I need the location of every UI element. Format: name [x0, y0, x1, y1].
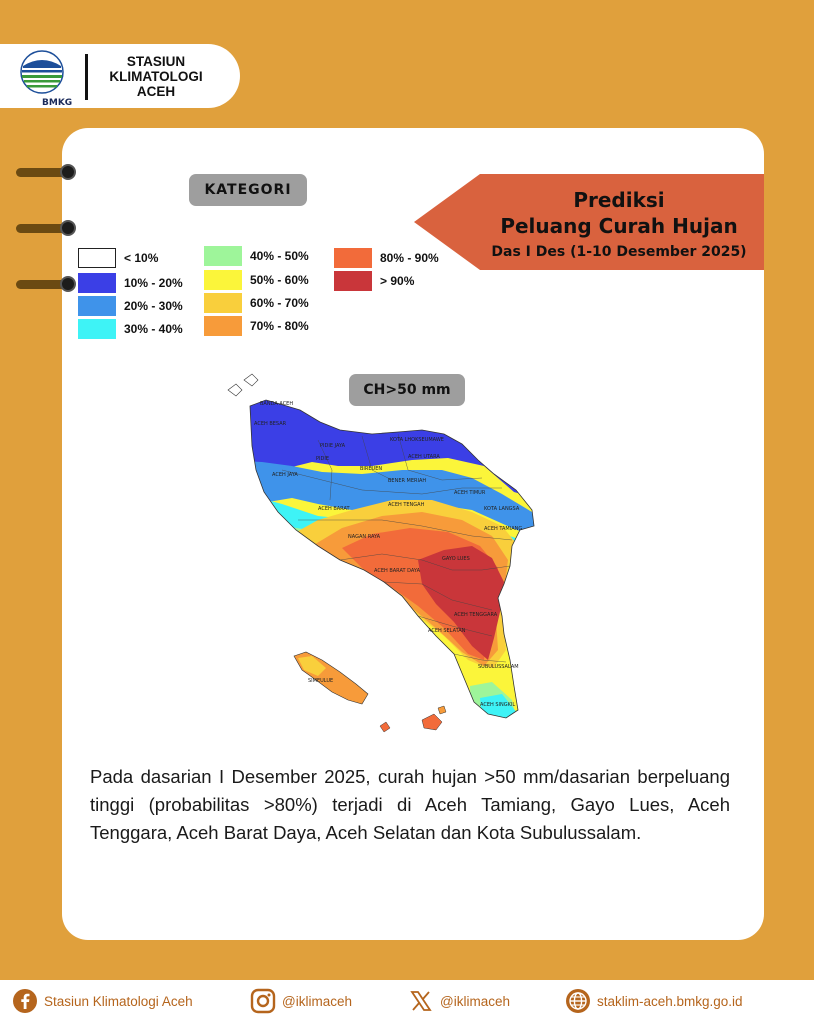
region-label: BENER MERIAH — [388, 478, 427, 484]
region-label: PIDIE — [316, 456, 329, 462]
legend-item — [204, 315, 309, 337]
binder-ring-icon — [16, 164, 76, 180]
legend-label: < 10% — [124, 251, 159, 265]
region-label: SUBULUSSALAM — [478, 664, 519, 670]
legend-swatch — [78, 248, 116, 268]
globe-icon — [565, 988, 591, 1014]
region-label: BIREUEN — [360, 466, 383, 472]
legend-item — [78, 295, 183, 317]
header-pill — [0, 44, 240, 108]
legend-item — [334, 270, 414, 292]
banner-title: Prediksi — [573, 188, 665, 212]
website-link[interactable] — [565, 986, 743, 1016]
facebook-link[interactable] — [12, 986, 193, 1016]
threshold-label: CH>50 mm — [349, 374, 465, 406]
legend-swatch — [334, 248, 372, 268]
station-name — [96, 54, 216, 99]
region-label: PIDIE JAYA — [320, 443, 346, 449]
legend-item — [78, 247, 158, 269]
station-line-3: ACEH — [136, 84, 176, 99]
forecast-banner — [414, 174, 764, 270]
legend-swatch — [78, 296, 116, 316]
description-text: Pada dasarian I Desember 2025, curah hujan >50 mm/dasarian berpeluang tinggi (probabilitas >80%) terjadi di Aceh Tamiang, Gayo Lues, Aceh Tenggara, Aceh Barat Daya, Aceh Selatan dan Kota Subulussalam. — [90, 766, 730, 843]
logo-text: BMKG — [42, 98, 73, 108]
legend-swatch — [78, 273, 116, 293]
legend-label: > 90% — [380, 274, 415, 288]
region-label: SIMEULUE — [308, 678, 334, 684]
legend-swatch — [204, 270, 242, 290]
legend-swatch — [78, 319, 116, 339]
banner-period: Das I Des (1-10 Desember 2025) — [491, 244, 747, 260]
legend-swatch — [204, 246, 242, 266]
instagram-label: @iklimaceh — [282, 993, 352, 1009]
legend-item — [78, 272, 183, 294]
instagram-link[interactable] — [250, 986, 352, 1016]
website-label: staklim-aceh.bmkg.go.id — [597, 993, 743, 1009]
legend-label: 80% - 90% — [380, 251, 439, 265]
legend-swatch — [204, 316, 242, 336]
banner-subtitle: Peluang Curah Hujan — [500, 214, 738, 238]
legend-item — [204, 245, 309, 267]
region-label: ACEH TAMIANG — [484, 526, 523, 532]
facebook-label: Stasiun Klimatologi Aceh — [44, 993, 193, 1009]
legend-swatch — [334, 271, 372, 291]
legend-title: KATEGORI — [189, 174, 307, 206]
legend-label: 40% - 50% — [250, 249, 309, 263]
region-label: NAGAN RAYA — [348, 534, 381, 540]
page-edge — [814, 0, 819, 980]
rainfall-probability-map — [222, 370, 542, 742]
x-link[interactable] — [408, 986, 510, 1016]
region-label: KOTA LHOKSEUMAWE — [390, 437, 444, 443]
legend-label: 60% - 70% — [250, 296, 309, 310]
region-label: ACEH TIMUR — [454, 490, 486, 496]
region-label: ACEH BARAT DAYA — [374, 568, 421, 574]
station-line-1: STASIUN — [126, 54, 186, 69]
region-label: ACEH TENGGARA — [454, 612, 498, 618]
x-icon — [408, 988, 434, 1014]
binder-ring-icon — [16, 220, 76, 236]
region-label: GAYO LUES — [442, 556, 470, 562]
legend-label: 50% - 60% — [250, 273, 309, 287]
header-divider — [85, 54, 88, 100]
region-label: KOTA LANGSA — [484, 506, 520, 512]
region-label: ACEH UTARA — [408, 454, 440, 460]
binder-ring-icon — [16, 276, 76, 292]
x-label: @iklimaceh — [440, 993, 510, 1009]
facebook-icon — [12, 988, 38, 1014]
region-label: BANDA ACEH — [260, 401, 294, 407]
region-label: ACEH SINGKIL — [480, 702, 516, 708]
legend-swatch — [204, 293, 242, 313]
legend-item — [204, 292, 309, 314]
legend-label: 30% - 40% — [124, 322, 183, 336]
instagram-icon — [250, 988, 276, 1014]
legend-label: 10% - 20% — [124, 276, 183, 290]
legend-item — [204, 269, 309, 291]
legend-label: 20% - 30% — [124, 299, 183, 313]
region-label: ACEH TENGAH — [388, 502, 425, 508]
region-label: ACEH BARAT — [318, 506, 350, 512]
legend-label: 70% - 80% — [250, 319, 309, 333]
region-label: ACEH BESAR — [254, 421, 287, 427]
station-line-2: KLIMATOLOGI — [109, 69, 203, 84]
region-label: ACEH JAYA — [272, 472, 298, 478]
region-label: ACEH SELATAN — [428, 628, 466, 634]
bmkg-logo-icon — [18, 50, 73, 108]
legend-item — [78, 318, 183, 340]
